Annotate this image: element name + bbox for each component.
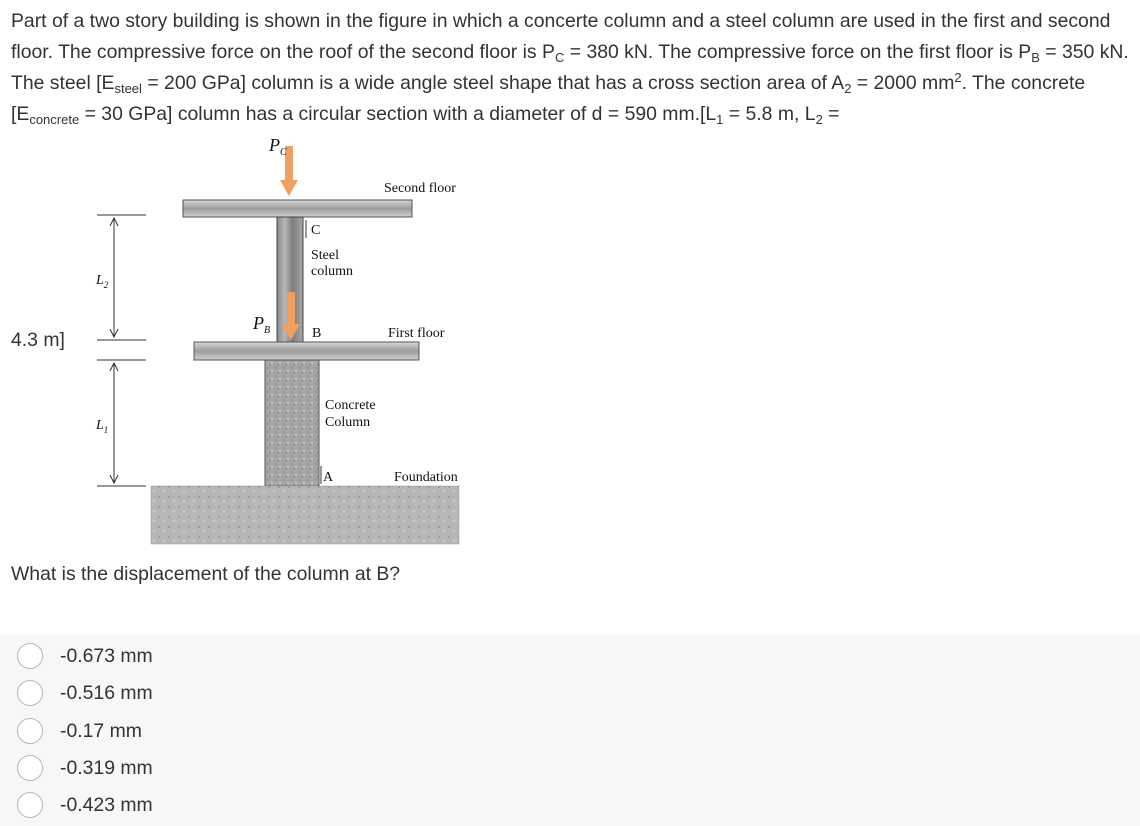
foundation-block <box>151 486 459 544</box>
foundation-label: Foundation <box>394 470 458 485</box>
dimension-l1 <box>97 360 146 486</box>
problem-statement: Part of a two story building is shown in the figure in which a concerte column and a steel column are used in the first and second floor. The compressive force on the roof of the second floor is $P_C = 380$ kN. The compressive force on the first floor is $P_B = 350$ kN. The steel [$E_{steel} = 200$ GPa] column is a wide angle steel shape that has a cross section area of $A_2 = 2000$ $mm^2$. The concrete [$E_{concrete} = 30$ GPa] column has a circular section with a diameter of d = 590 $mm.[L_1 = 5.8$ m, $L_2$ = <box>11 10 1129 127</box>
answer-options <box>0 635 1140 826</box>
concrete-column <box>265 360 319 486</box>
l2-label: $L_2$ <box>96 273 109 290</box>
point-c-label: C <box>311 223 321 238</box>
l1-label: $L_1$ <box>96 418 109 435</box>
second-floor-slab <box>183 200 412 217</box>
option-2[interactable] <box>17 676 417 710</box>
pb-label: $P_B$ <box>253 313 271 336</box>
point-a-label: A <box>323 470 334 485</box>
radio-button[interactable] <box>17 755 43 781</box>
steel-label-line1: Steel <box>311 248 339 263</box>
point-b-label: B <box>312 326 322 341</box>
radio-button[interactable] <box>17 680 43 706</box>
first-floor-label: First floor <box>388 326 445 341</box>
pc-label: $P_C$ <box>269 135 287 158</box>
option-3[interactable] <box>17 714 417 748</box>
option-label: -0.319 mm <box>60 756 153 779</box>
option-4[interactable] <box>17 751 417 785</box>
option-5[interactable] <box>17 788 417 822</box>
first-floor-slab <box>194 342 419 360</box>
building-figure <box>66 134 468 554</box>
option-label: -0.17 mm <box>60 719 142 742</box>
question-text: What is the displacement of the column at B? <box>11 563 401 585</box>
radio-button[interactable] <box>17 718 43 744</box>
concrete-label-line2: Column <box>325 415 371 430</box>
radio-button[interactable] <box>17 643 43 669</box>
option-label: -0.673 mm <box>60 644 153 667</box>
second-floor-label: Second floor <box>384 181 456 196</box>
option-label: -0.423 mm <box>60 793 153 816</box>
option-label: -0.516 mm <box>60 681 153 704</box>
problem-statement-tail: 4.3 m] <box>11 329 65 351</box>
dimension-l2 <box>97 215 146 340</box>
option-1[interactable] <box>17 639 417 673</box>
steel-label-line2: column <box>311 264 353 279</box>
concrete-label-line1: Concrete <box>325 398 376 413</box>
radio-button[interactable] <box>17 792 43 818</box>
